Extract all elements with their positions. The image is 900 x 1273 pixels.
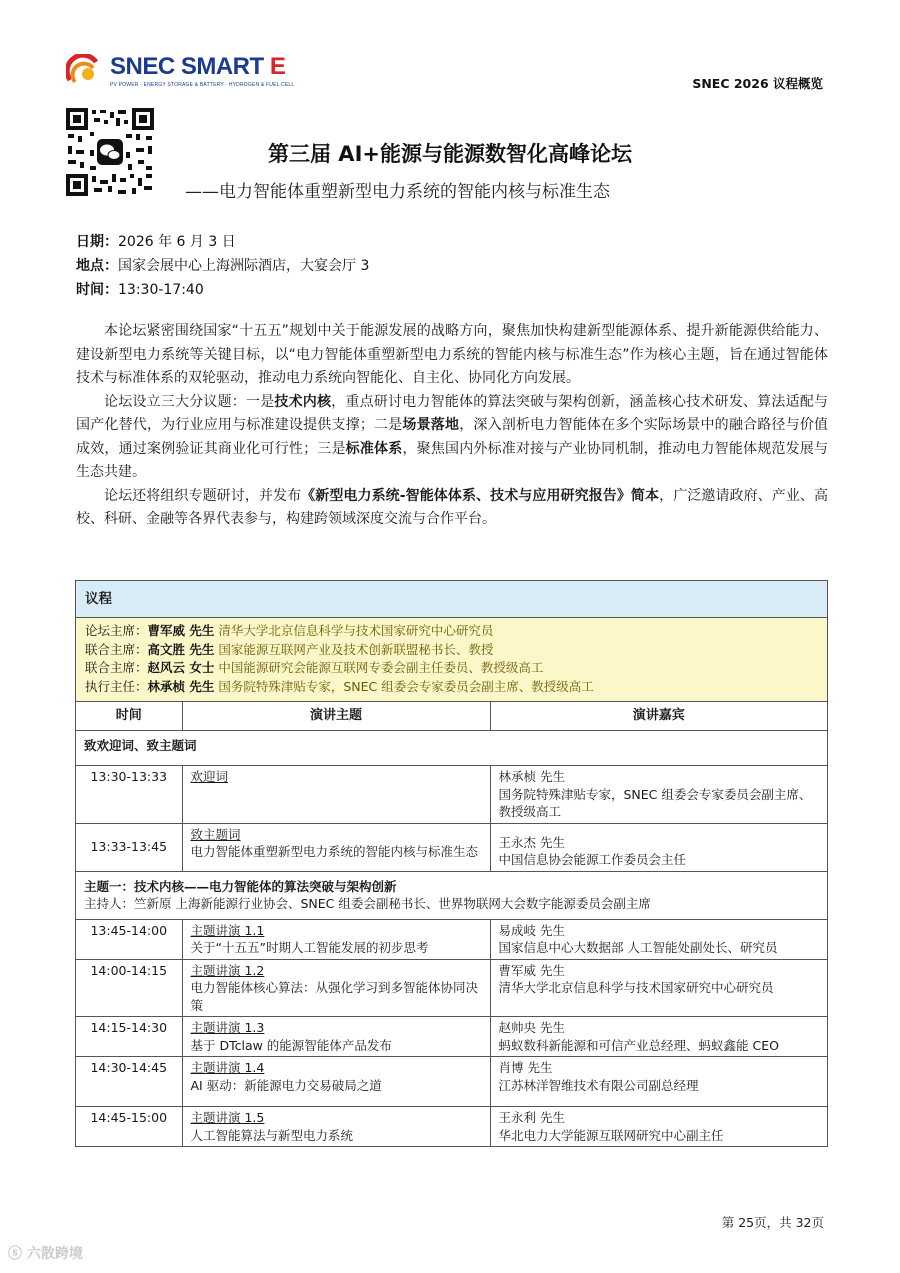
- col-topic-header: 演讲主题: [182, 702, 490, 731]
- intro-paragraph-2: 论坛设立三大分议题：一是技术内核，重点研讨电力智能体的算法突破与架构创新，涵盖核心技术研发、算法适配与国产化替代，为行业应用与标准建设提供支撑；二是场景落地，深入剖析电力智能体在多个实际场景中的融合路径与价值成效，通过案例验证其商业化可行性；三是标准体系，聚焦国内外标准对接与产业协同机制，推动电力智能体规范发展与生态共建。: [76, 393, 829, 480]
- col-time-header: 时间: [76, 702, 182, 731]
- chairs-block: [76, 618, 827, 702]
- table-row: 14:15-14:30 主题讲演 1.3 基于 DTclaw 的能源智能体产品发布 赵帅央 先生 蚂蚁数科新能源和可信产业总经理、蚂蚁鑫能 CEO: [76, 1017, 827, 1057]
- logo-wordmark: SNEC SMART E: [110, 53, 286, 80]
- chair-row: 联合主席：赵风云 女士 中国能源研究会能源互联网专委会副主任委员、教授级高工: [85, 660, 544, 675]
- table-row: 13:30-13:33 欢迎词 林承桢 先生 国务院特殊津贴专家，SNEC 组委会专家委员会副主席、教授级高工: [76, 766, 827, 824]
- col-speaker-header: 演讲嘉宾: [490, 702, 827, 731]
- table-header-row: [76, 702, 827, 731]
- table-row: 14:00-14:15 主题讲演 1.2 电力智能体核心算法：从强化学习到多智能体协同决策 曹军威 先生 清华大学北京信息科学与技术国家研究中心研究员: [76, 959, 827, 1017]
- watermark: ⓢ 六散跨境: [8, 1246, 83, 1262]
- logo-tagline: PV POWER · ENERGY STORAGE & BATTERY · HYDROGEN & FUEL CELL: [110, 82, 295, 88]
- header-title: SNEC 2026 议程概览: [692, 76, 823, 91]
- section-title: 致欢迎词、致主题词: [76, 731, 827, 766]
- agenda-schedule: [76, 702, 827, 1146]
- section-row: 主题一：技术内核——电力智能体的算法突破与架构创新 主持人：竺新原 上海新能源行业协会、SNEC 组委会副秘书长、世界物联网大会数字能源委员会副主席: [76, 871, 827, 919]
- snec-logo: [66, 50, 295, 92]
- section-row: [76, 731, 827, 766]
- intro-text: [76, 320, 828, 532]
- watermark-logo-icon: ⓢ: [8, 1246, 22, 1262]
- chair-row: 联合主席：高文胜 先生 国家能源互联网产业及技术创新联盟秘书长、教授: [85, 641, 494, 657]
- table-row: 13:45-14:00 主题讲演 1.1 关于“十五五”时期人工智能发展的初步思考 易成岐 先生 国家信息中心大数据部 人工智能处副处长、研究员: [76, 919, 827, 959]
- event-time: 时间：13:30-17:40: [76, 282, 204, 298]
- page-subtitle: ——电力智能体重塑新型电力系统的智能内核与标准生态: [185, 182, 610, 202]
- page-title: 第三届 AI+能源与能源数智化高峰论坛: [268, 142, 632, 166]
- page-number: 第 25页，共 32页: [721, 1215, 824, 1230]
- chair-row: 论坛主席：曹军威 先生 清华大学北京信息科学与技术国家研究中心研究员: [85, 623, 494, 638]
- table-row: 13:33-13:45 致主题词 电力智能体重塑新型电力系统的智能内核与标准生态 王永杰 先生 中国信息协会能源工作委员会主任: [76, 823, 827, 871]
- chair-row: 执行主任：林承桢 先生 国务院特殊津贴专家，SNEC 组委会专家委员会副主席、教授级高工: [85, 678, 594, 694]
- table-row: 14:45-15:00 主题讲演 1.5 人工智能算法与新型电力系统 王永利 先生 华北电力大学能源互联网研究中心副主任: [76, 1107, 827, 1147]
- event-date: 日期：2026 年 6 月 3 日: [76, 234, 236, 250]
- agenda-table: [75, 580, 828, 1147]
- sun-logo-icon: [66, 54, 104, 88]
- intro-paragraph-3: 论坛还将组织专题研讨，并发布《新型电力系统-智能体体系、技术与应用研究报告》简本，广泛邀请政府、产业、高校、科研、金融等各界代表参与，构建跨领域深度交流与合作平台。: [76, 487, 829, 527]
- agenda-heading: 议程: [76, 581, 827, 618]
- intro-paragraph-1: 本论坛紧密围绕国家“十五五”规划中关于能源发展的战略方向，聚焦加快构建新型能源体系、提升新能源供给能力、建设新型电力系统等关键目标，以“电力智能体重塑新型电力系统的智能内核与标准生态”作为核心主题，旨在通过智能体技术与标准体系的双轮驱动，推动电力系统向智能化、自主化、协同化方向发展。: [76, 323, 828, 386]
- table-row: 14:30-14:45 主题讲演 1.4 AI 驱动：新能源电力交易破局之道 肖博 先生 江苏林洋智维技术有限公司副总经理: [76, 1057, 827, 1107]
- event-venue: 地点：国家会展中心上海洲际酒店，大宴会厅 3: [76, 258, 370, 274]
